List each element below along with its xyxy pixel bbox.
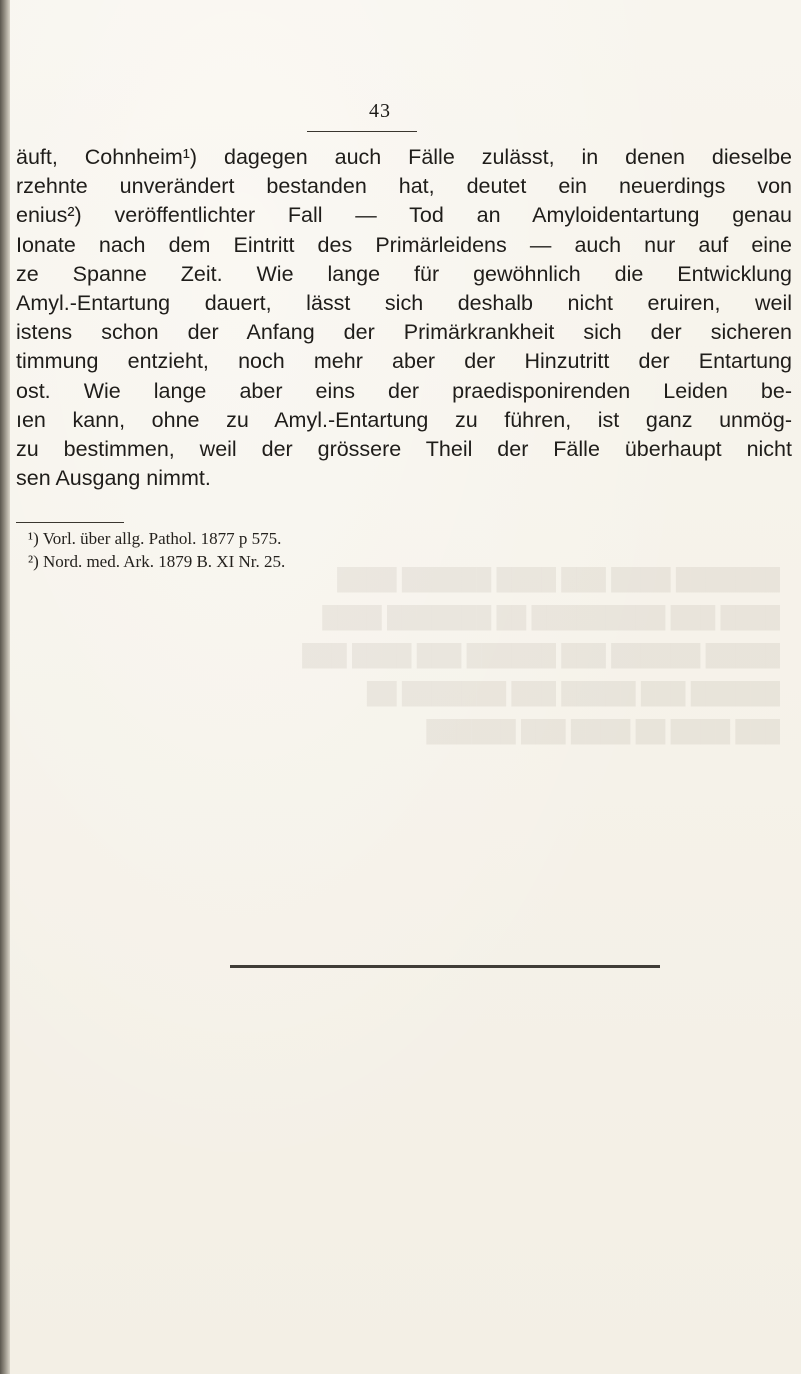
- footnote: ¹) Vorl. über allg. Pathol. 1877 p 575.: [28, 529, 282, 548]
- body-paragraph: [16, 143, 792, 493]
- text-line: ost. Wie lange aber eins der praedisponirenden Leiden be-: [16, 378, 792, 403]
- text-line: istens schon der Anfang der Primärkrankheit sich der sicheren: [16, 320, 792, 345]
- page-number-underline: [307, 131, 417, 132]
- text-line: sen Ausgang nimmt.: [16, 466, 211, 491]
- footnotes: [28, 527, 628, 573]
- text-line: zu bestimmen, weil der grössere Theil der Fälle überhaupt nicht: [16, 436, 792, 461]
- text-line: timmung entzieht, noch mehr aber der Hinzutritt der Entartung: [16, 349, 792, 374]
- page-number: 43: [369, 100, 391, 122]
- text-line: ze Spanne Zeit. Wie lange für gewöhnlich die Entwicklung: [16, 261, 792, 286]
- show-through-texture: ███████ ████ ███ ████ ██████ ████ ████ ███ █████████ ██ ███████ ████ █████ ██████ ███ ██████ ███ ████ ███ ██████ ███ █████ ███ ███████ ██ ███ ████ ██ ████ ███ ██████: [302, 567, 780, 743]
- text-line: ıen kann, ohne zu Amyl.-Entartung zu führen, ist ganz unmög-: [16, 407, 792, 432]
- footnote: ²) Nord. med. Ark. 1879 B. XI Nr. 25.: [28, 552, 286, 571]
- text-line: Ionate nach dem Eintritt des Primärleidens — auch nur auf eine: [16, 232, 792, 257]
- text-line: äuft, Cohnheim¹) dagegen auch Fälle zulässt, in denen dieselbe: [16, 145, 792, 169]
- text-line: rzehnte unverändert bestanden hat, deutet ein neuerdings von: [16, 174, 792, 199]
- text-line: enius²) veröffentlichter Fall — Tod an Amyloidentartung genau: [16, 203, 792, 228]
- text-line: Amyl.-Entartung dauert, lässt sich deshalb nicht eruiren, weil: [16, 290, 792, 315]
- binding-gutter: [0, 0, 10, 1374]
- footnote-rule: [16, 522, 124, 523]
- ink-bleed-mark: [230, 965, 660, 968]
